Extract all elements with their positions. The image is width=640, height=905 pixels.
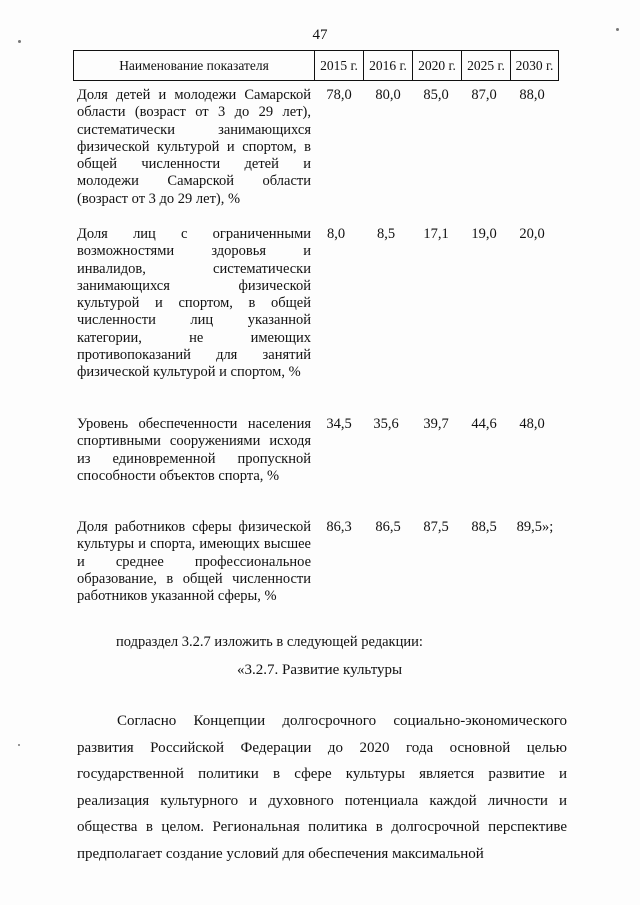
value-2025: 44,6 [471, 416, 497, 432]
column-header-name: Наименование показателя [119, 57, 269, 73]
value-2020: 85,0 [423, 87, 449, 103]
value-2025: 88,5 [471, 519, 497, 535]
column-header-2015: 2015 г. [314, 51, 363, 80]
value-2016: 86,5 [375, 519, 401, 535]
value-2020: 39,7 [423, 416, 449, 432]
value-2016: 80,0 [375, 87, 401, 103]
value-2025: 19,0 [471, 226, 497, 242]
column-header-2030: 2030 г. [510, 51, 558, 80]
value-2020: 17,1 [423, 226, 449, 242]
table-header [73, 50, 559, 81]
value-2020: 87,5 [423, 519, 449, 535]
column-header-2025: 2025 г. [461, 51, 510, 80]
value-2030: 48,0 [519, 416, 545, 432]
row-label: Доля детей и молодежи Самарской области (возраст от 3 до 29 лет), систематически занимающихся физической культурой и спортом, в общей численности детей и молодежи Самарской области (возраст от 3 до 29 лет), % [77, 87, 311, 207]
page-number: 47 [312, 27, 328, 43]
row-label: Уровень обеспеченности населения спортивными сооружениями исходя из единовременной пропускной способности объектов спорта, % [77, 416, 311, 484]
scan-speck [18, 744, 20, 746]
value-2015: 8,0 [326, 226, 346, 242]
row-label: Доля работников сферы физической культуры и спорта, имеющих высшее и среднее профессиональное образование, в общей численности работников указанной сферы, % [77, 519, 311, 605]
value-2025: 87,0 [471, 87, 497, 103]
value-2016: 35,6 [373, 416, 399, 432]
column-header-2020: 2020 г. [412, 51, 461, 80]
row-label: Доля лиц с ограниченными возможностями здоровья и инвалидов, систематически занимающихся физической культурой и спортом, в общей численности лиц указанной категории, не имеющих противопоказаний для занятий физической культурой и спортом, % [77, 226, 311, 381]
column-header-2016: 2016 г. [363, 51, 412, 80]
value-2016: 8,5 [376, 226, 396, 242]
body-paragraph: Согласно Концепции долгосрочного социально-экономического развития Российской Федерации до 2020 года основной целью государственной политики в сфере культуры является развитие и реализация культурного и духовного потенциала каждой личности и общества в целом. Региональная политика в долгосрочной перспективе предполагает создание условий для обеспечения максимальной [77, 713, 567, 862]
scan-speck [18, 40, 21, 43]
instruction-text: подраздел 3.2.7 изложить в следующей редакции: [116, 634, 423, 650]
value-2015: 34,5 [326, 416, 352, 432]
value-2015: 86,3 [326, 519, 352, 535]
value-2030: 20,0 [519, 226, 545, 242]
value-2015: 78,0 [326, 87, 352, 103]
section-heading: «3.2.7. Развитие культуры [237, 662, 403, 678]
scan-speck [616, 28, 619, 31]
value-2030: 88,0 [519, 87, 545, 103]
value-2030: 89,5»; [516, 519, 554, 535]
